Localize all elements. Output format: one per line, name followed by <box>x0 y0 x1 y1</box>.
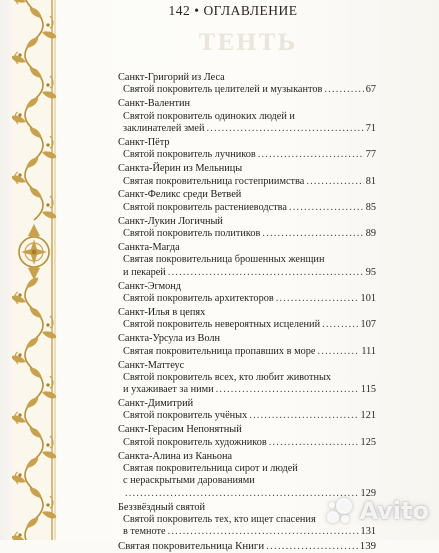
saint-name: Санкт-Герасим Непонятный <box>118 424 242 436</box>
saint-name: Санкта-Йерин из Мельницы <box>118 163 243 175</box>
description-text: Святой покровитель учёных <box>123 410 248 422</box>
running-header <box>138 3 328 19</box>
description-leader-line <box>118 228 376 240</box>
gold-ornament-border <box>12 0 56 540</box>
dot-leader <box>322 319 358 331</box>
toc-page-number[interactable]: 81 <box>365 175 376 187</box>
section-title: ОГЛАВЛЕНИЕ <box>203 3 298 18</box>
dot-leader <box>317 346 359 358</box>
description-leader-line <box>118 293 376 305</box>
description-line: Святая покровительница брошенных женщин <box>123 254 325 266</box>
toc-entry <box>118 98 376 135</box>
dot-leader <box>216 384 359 396</box>
description-text: заклинателей змей <box>123 122 205 134</box>
toc-page-number[interactable]: 107 <box>360 319 376 331</box>
dot-leader <box>262 228 363 240</box>
description-text: Святой покровитель художников <box>123 436 267 448</box>
description-text: в темноте <box>123 526 166 538</box>
saint-name: Санкта-Алина из Каньона <box>118 450 233 462</box>
saint-name: Санкт-Григорий из Леса <box>118 72 225 83</box>
toc-entry <box>118 242 376 279</box>
description-text: Святой покровитель политиков <box>123 228 261 240</box>
description-line: Святой покровитель всех, кто любит животных <box>123 371 332 383</box>
description-line: Святой покровитель одиноких людей и <box>123 110 295 122</box>
toc-page-number[interactable]: 77 <box>365 149 376 161</box>
dot-leader <box>125 488 359 500</box>
toc-page-number[interactable]: 111 <box>361 345 376 357</box>
toc-page-number[interactable]: 139 <box>359 540 376 553</box>
special-entry-text: Святая покровительница Книги <box>118 540 265 553</box>
description-text: Святой покровитель архитекторов <box>123 293 274 304</box>
dot-leader <box>207 123 364 135</box>
toc-entry <box>118 281 376 306</box>
description-leader-line <box>118 176 376 188</box>
description-text: Святой покровитель целителей и музыкантов <box>123 84 323 96</box>
saint-name: Санкт-Димитрий <box>118 398 194 410</box>
toc-entry <box>118 424 376 449</box>
description-leader-line <box>118 384 376 396</box>
dot-leader <box>269 437 359 449</box>
saint-name: Санкт-Эгмонд <box>118 280 182 292</box>
dot-leader <box>289 202 364 214</box>
bleed-through-text: ТЕНТЬ <box>198 30 298 56</box>
toc-page-number[interactable]: 121 <box>360 410 376 422</box>
dot-leader <box>249 410 358 422</box>
header-separator: • <box>194 3 200 18</box>
toc-entry <box>118 137 376 162</box>
description-text: и пекарей <box>123 266 166 278</box>
description-leader-line <box>118 346 376 358</box>
saint-name: Санкт-Пётр <box>118 136 170 148</box>
dot-leader <box>306 176 363 188</box>
dot-leader <box>168 526 359 538</box>
toc-page-number[interactable]: 129 <box>360 487 376 499</box>
description-text: Святой покровитель невероятных исцелений <box>123 319 321 331</box>
description-leader-line <box>118 437 376 449</box>
toc-entry <box>118 189 376 214</box>
avito-wordmark: Avito <box>359 497 429 525</box>
table-of-contents <box>118 72 376 553</box>
description-text: Святая покровительница пропавших в море <box>123 345 316 357</box>
toc-entry <box>118 360 376 397</box>
dot-leader <box>168 267 364 279</box>
toc-page-number[interactable]: 89 <box>365 228 376 240</box>
description-line: с нераскрытыми дарованиями <box>123 475 255 487</box>
description-text: Святой покровитель лучников <box>123 149 256 161</box>
dot-leader <box>324 84 363 96</box>
description-leader-line <box>118 202 376 214</box>
toc-page-number[interactable]: 67 <box>365 84 376 96</box>
avito-watermark <box>325 496 429 526</box>
saint-name: Санкт-Валентин <box>118 98 191 110</box>
dot-leader <box>258 149 364 161</box>
toc-entry <box>118 72 376 97</box>
description-leader-line <box>118 149 376 161</box>
dot-leader <box>276 293 359 305</box>
description-leader-line <box>118 319 376 331</box>
description-text: Святой покровитель растениеводства <box>123 201 287 213</box>
description-text: и ухаживает за ними <box>123 384 214 396</box>
toc-page-number[interactable]: 85 <box>365 201 376 213</box>
description-leader-line <box>118 123 376 135</box>
toc-entry <box>118 398 376 423</box>
description-line: Святой покровитель тех, кто ищет спасения <box>123 514 316 525</box>
saint-name: Санкт-Маттеус <box>118 359 185 371</box>
toc-page-number[interactable]: 131 <box>360 526 376 538</box>
page-number: 142 <box>168 3 191 18</box>
toc-entry <box>118 307 376 332</box>
toc-entry <box>118 216 376 241</box>
toc-page-number[interactable]: 71 <box>365 122 376 134</box>
saint-name: Беззвёздный святой <box>118 501 205 513</box>
description-text: Святая покровительница гостеприимства <box>123 175 305 187</box>
toc-entry <box>118 163 376 188</box>
description-leader-line <box>118 267 376 279</box>
description-line: Святая покровительница сирот и людей <box>123 463 298 475</box>
toc-page-number[interactable]: 115 <box>360 384 376 396</box>
toc-entry <box>118 451 376 500</box>
description-leader-line <box>118 526 376 538</box>
saint-name: Санкта-Урсула из Волн <box>118 333 221 345</box>
toc-entry <box>118 333 376 358</box>
saint-name: Санкт-Илья в цепях <box>118 306 206 318</box>
saint-name: Санкт-Лукин Логичный <box>118 215 223 227</box>
toc-page-number[interactable]: 95 <box>365 266 376 278</box>
toc-page-number[interactable]: 101 <box>360 293 376 304</box>
avito-logo-icon <box>325 496 355 526</box>
saint-name: Санкт-Феликс среди Ветвей <box>118 189 242 201</box>
saint-name: Санкта-Магда <box>118 242 180 254</box>
description-leader-line <box>118 410 376 422</box>
dot-leader <box>266 540 358 552</box>
description-leader-line <box>118 84 376 96</box>
toc-entry-books <box>118 540 376 552</box>
toc-page-number[interactable]: 125 <box>360 436 376 448</box>
